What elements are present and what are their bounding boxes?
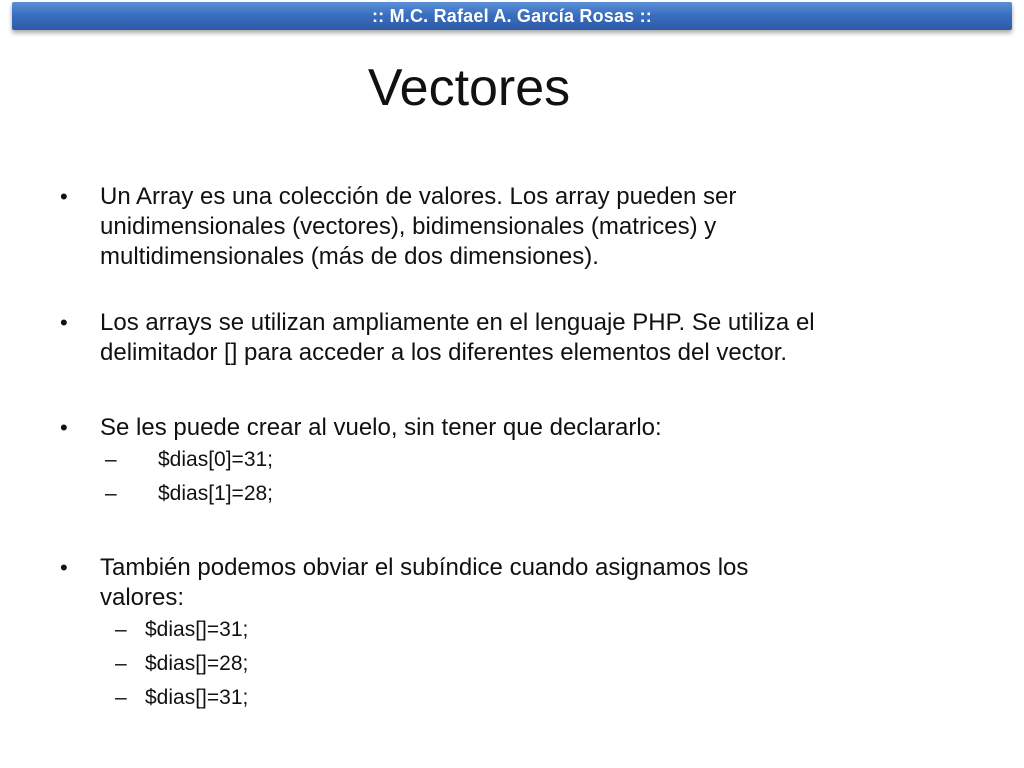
sub-list bbox=[60, 443, 960, 511]
bullet-line: multidimensionales (más de dos dimensiones). bbox=[100, 243, 599, 270]
code-text: $dias[]=31; bbox=[145, 618, 249, 641]
sub-list-item bbox=[60, 443, 960, 477]
slide-title: Vectores bbox=[367, 59, 571, 117]
bullet-line: unidimensionales (vectores), bidimensionales (matrices) y bbox=[100, 213, 717, 240]
bullet-icon: • bbox=[60, 310, 68, 335]
dash-icon: – bbox=[115, 618, 127, 641]
bullet-item bbox=[60, 553, 960, 613]
header-author-text: :: M.C. Rafael A. García Rosas :: bbox=[371, 5, 652, 26]
code-text: $dias[]=28; bbox=[145, 652, 249, 675]
bullet-icon: • bbox=[60, 415, 68, 440]
bullet-item bbox=[60, 413, 960, 443]
sub-list-item bbox=[60, 477, 960, 511]
bullet-line: valores: bbox=[100, 584, 185, 611]
dash-icon: – bbox=[115, 652, 127, 675]
bullet-item bbox=[60, 308, 960, 368]
sub-list-item bbox=[60, 613, 960, 647]
bullet-icon: • bbox=[60, 184, 68, 209]
bullet-line: delimitador [] para acceder a los diferentes elementos del vector. bbox=[100, 339, 788, 366]
dash-icon: – bbox=[105, 448, 117, 471]
bullet-line: Los arrays se utilizan ampliamente en el lenguaje PHP. Se utiliza el bbox=[100, 309, 815, 336]
bullet-line: Un Array es una colección de valores. Los array pueden ser bbox=[100, 183, 737, 210]
dash-icon: – bbox=[105, 482, 117, 505]
bullet-icon: • bbox=[60, 555, 68, 580]
header-bar bbox=[12, 2, 1012, 30]
sub-list bbox=[60, 613, 960, 715]
code-text: $dias[1]=28; bbox=[158, 482, 274, 505]
sub-list-item bbox=[60, 681, 960, 715]
sub-list-item bbox=[60, 647, 960, 681]
bullet-line: Se les puede crear al vuelo, sin tener que declararlo: bbox=[100, 414, 662, 441]
code-text: $dias[0]=31; bbox=[158, 448, 274, 471]
bullet-line: También podemos obviar el subíndice cuando asignamos los bbox=[100, 554, 749, 581]
dash-icon: – bbox=[115, 686, 127, 709]
slide-content bbox=[60, 182, 960, 715]
code-text: $dias[]=31; bbox=[145, 686, 249, 709]
bullet-item bbox=[60, 182, 960, 272]
